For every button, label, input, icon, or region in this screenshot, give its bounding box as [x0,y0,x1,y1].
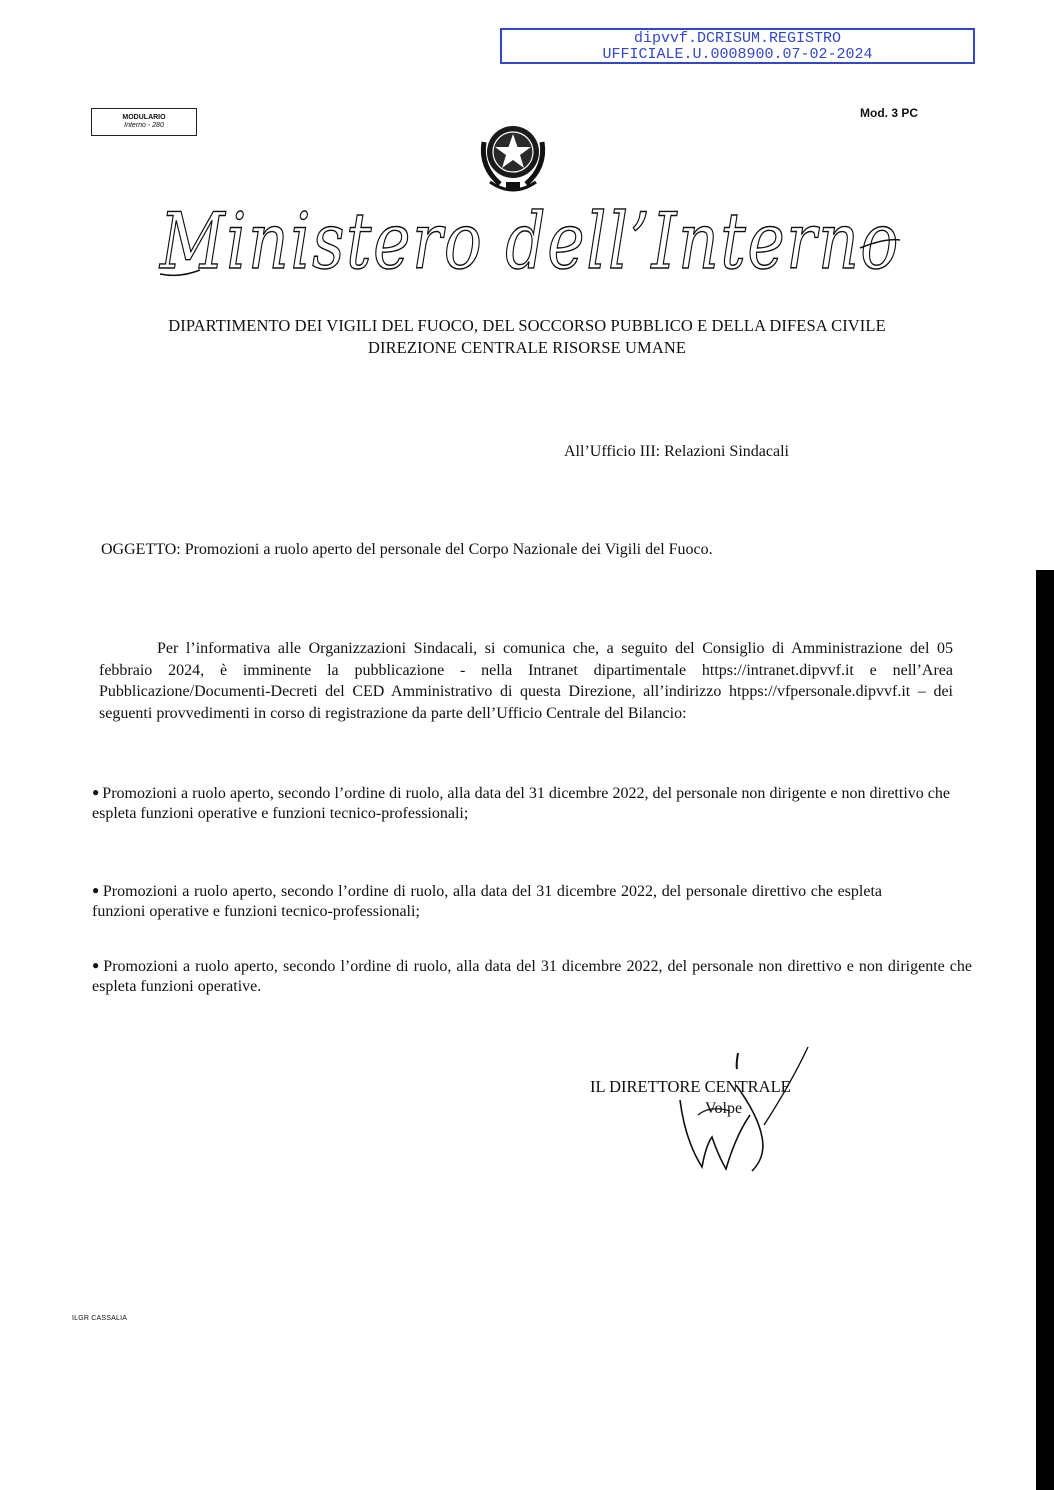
department-line-2: DIREZIONE CENTRALE RISORSE UMANE [367,338,687,357]
ministry-logo [140,178,920,298]
body-paragraph: Per l’informativa alle Organizzazioni Sindacali, si comunica che, a seguito del Consiglio di Amministrazione del 05 febbraio 2024, è imminente la pubblicazione - nella Intranet dipartimentale https://intranet.dipvvf.it e nell’Area Pubblicazione/Documenti-Decreti del CED Amministrativo di questa Direzione, all’indirizzo htpps://vfpersonale.dipvvf.it – dei seguenti provvedimenti in corso di registrazione da parte dell’Ufficio Centrale del Bilancio: [99,640,953,722]
modulario-line-2: Interno - 280 [124,122,164,129]
list-item [92,955,972,997]
list-item-text: Promozioni a ruolo aperto, secondo l’ordine di ruolo, alla data del 31 dicembre 2022, del personale non dirigente e non direttivo che espleta funzioni operative e funzioni tecnico-professionali; [92,785,951,822]
list-item-text: Promozioni a ruolo aperto, secondo l’ordine di ruolo, alla data del 31 dicembre 2022, del personale non direttivo e non dirigente che espleta funzioni operative. [92,958,973,995]
signer-name: Volpe [705,1100,743,1117]
protocol-stamp [500,28,975,64]
bullet-icon: ● [92,883,100,897]
signer-title: IL DIRETTORE CENTRALE [590,1077,791,1096]
mod-code: Mod. 3 PC [860,106,919,120]
svg-text:Ministero dell’Interno: Ministero dell’Interno [158,197,900,287]
list-item [92,782,950,824]
department-heading [60,315,994,359]
recipient: All’Ufficio III: Relazioni Sindacali [564,443,789,460]
bullet-icon: ● [92,958,101,972]
footer-code: ILGR CASSALIA [72,1315,128,1322]
modulario-line-1: MODULARIO [122,114,166,121]
subject-text: Promozioni a ruolo aperto del personale del Corpo Nazionale dei Vigili del Fuoco. [184,541,713,558]
subject-label: OGGETTO: [101,541,181,558]
list-item [92,880,882,922]
handwritten-signature-icon [640,1045,830,1175]
bullet-icon: ● [92,785,100,799]
department-line-1: DIPARTIMENTO DEI VIGILI DEL FUOCO, DEL SOCCORSO PUBBLICO E DELLA DIFESA CIVILE [168,316,886,335]
modulario-box [91,108,197,136]
subject-line [101,541,713,559]
protocol-line-1: dipvvf.DCRISUM.REGISTRO [633,30,842,47]
scan-edge [1036,570,1054,1490]
protocol-line-2: UFFICIALE.U.0008900.07-02-2024 [602,46,873,63]
list-item-text: Promozioni a ruolo aperto, secondo l’ordine di ruolo, alla data del 31 dicembre 2022, del personale direttivo che espleta funzioni operative e funzioni tecnico-professionali; [92,883,883,920]
